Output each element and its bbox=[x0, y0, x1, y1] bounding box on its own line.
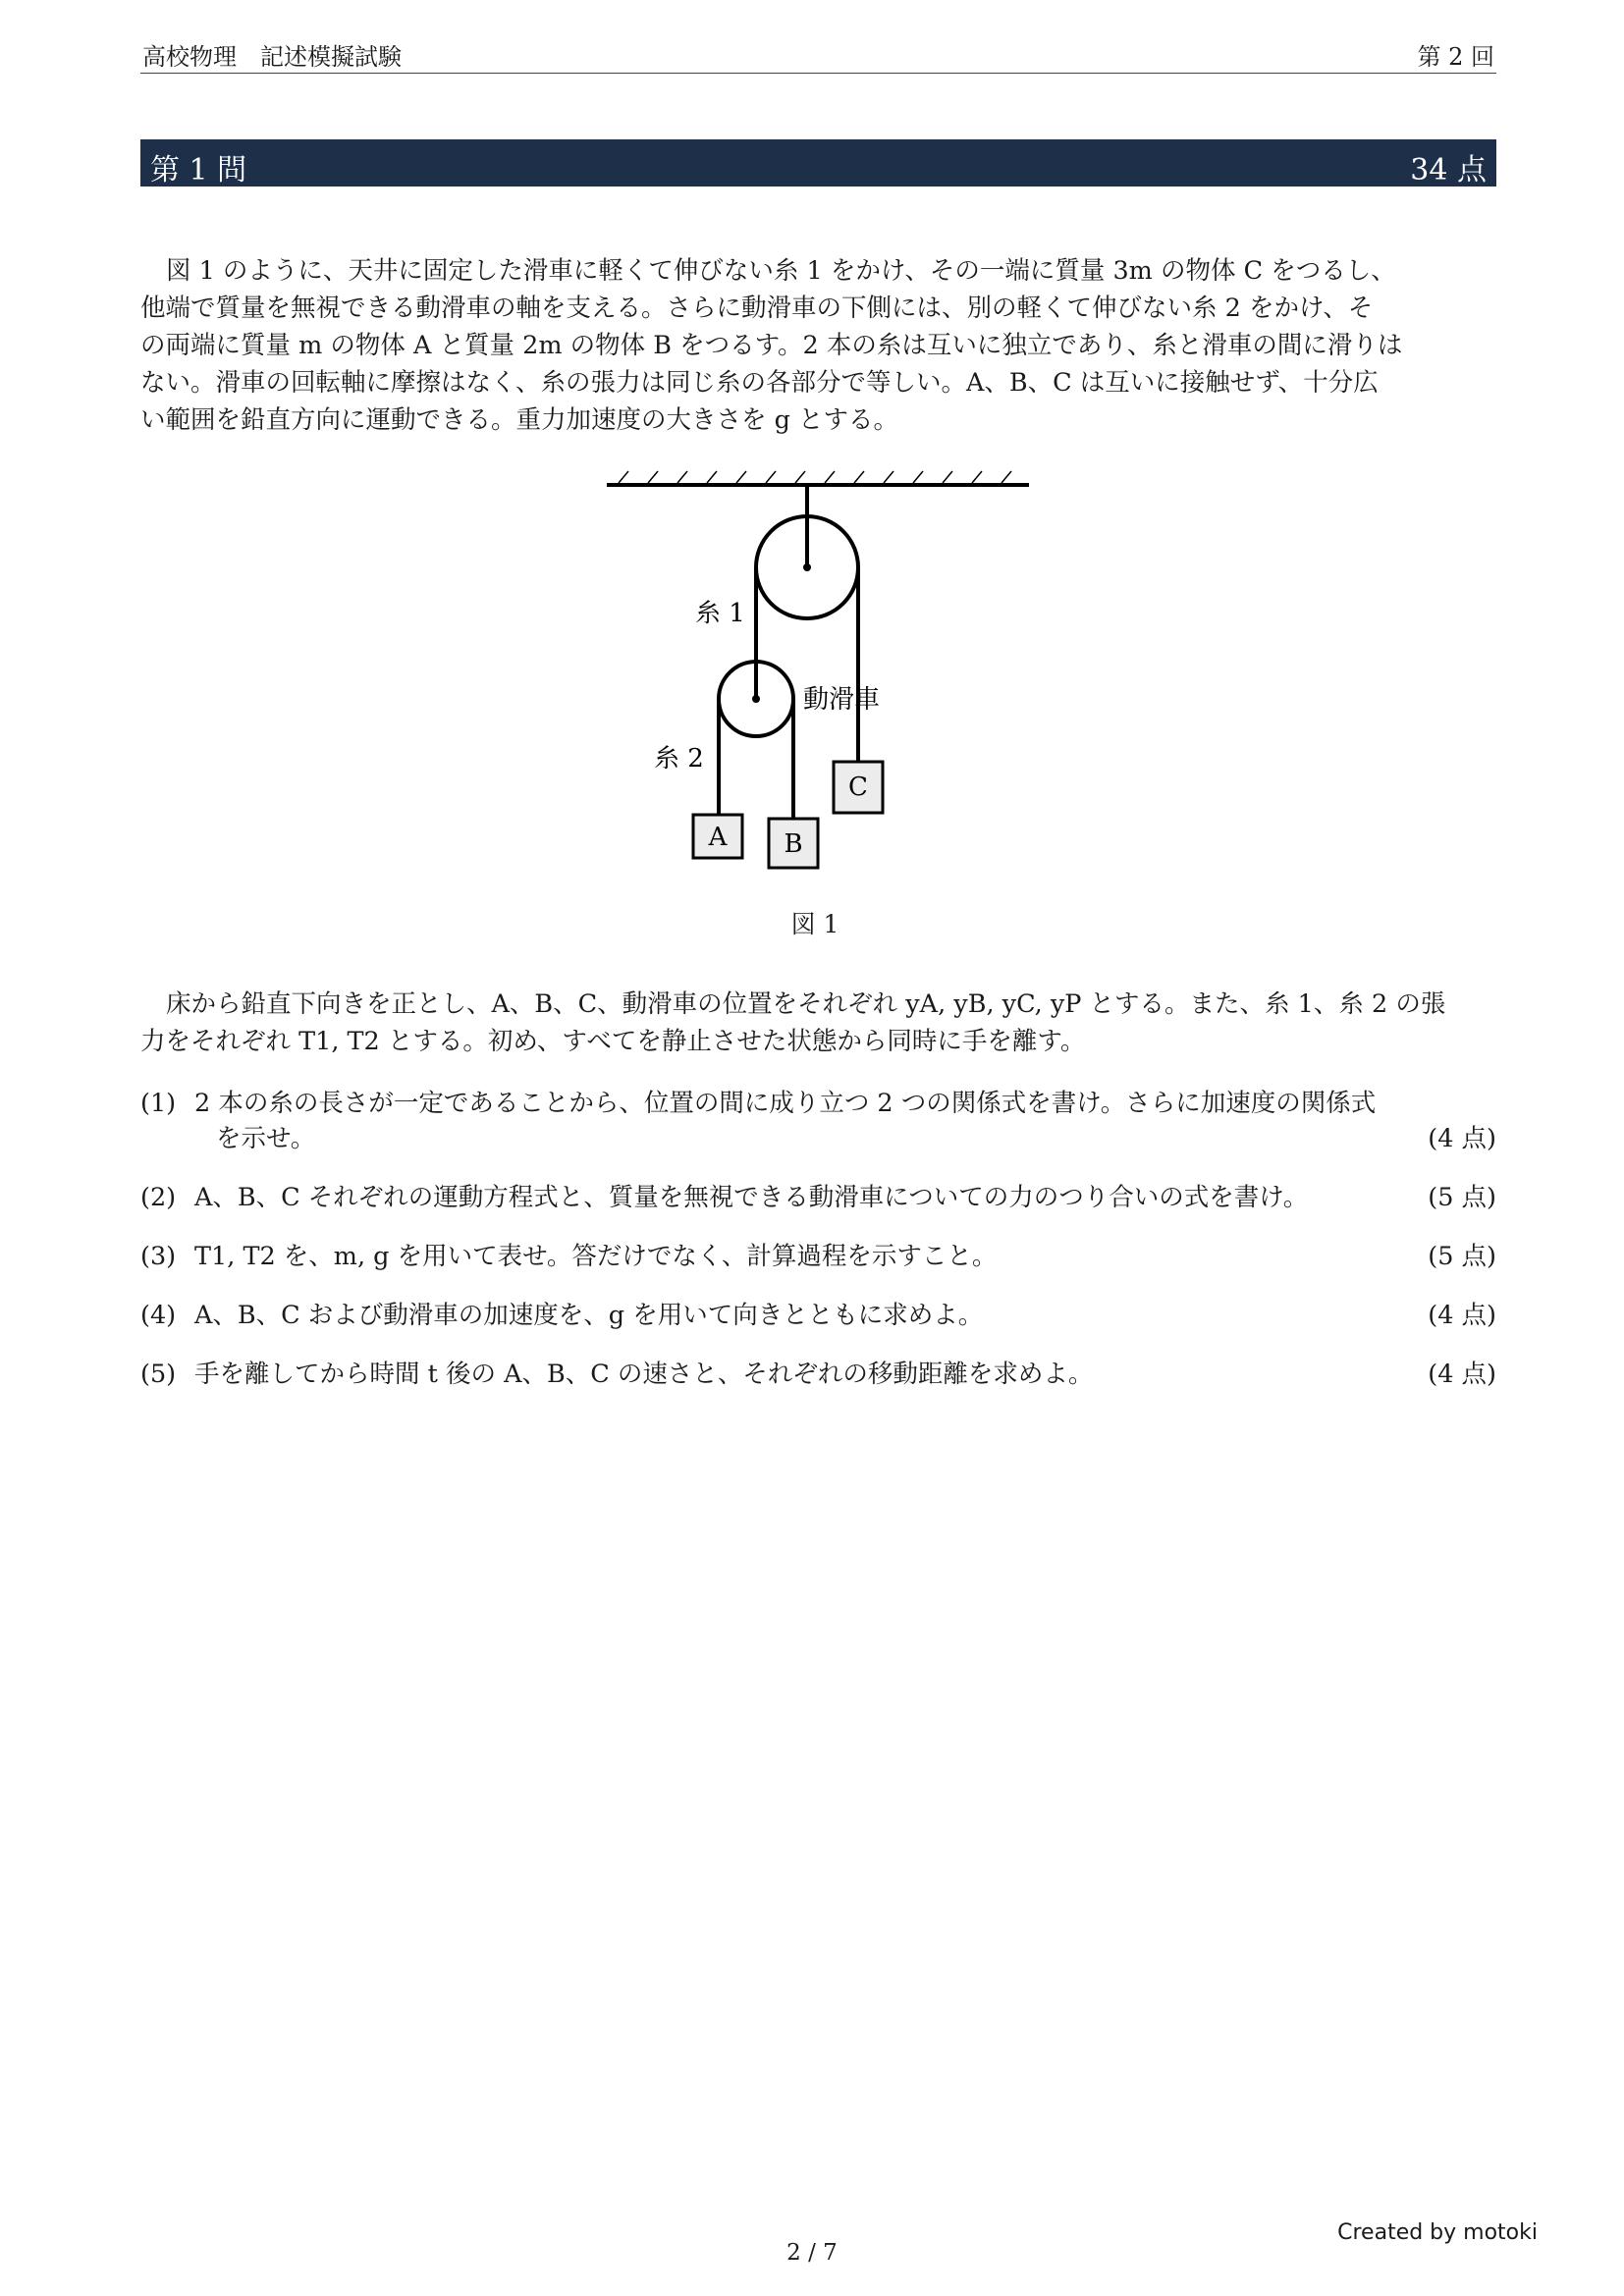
item-text: T1, T2 を、m, g を用いて表せ。答だけでなく、計算過程を示すこと。 bbox=[194, 1242, 998, 1271]
question-title-bar bbox=[140, 139, 1496, 187]
sub-questions bbox=[140, 1086, 1496, 1415]
item-text: A、B、C および動滑車の加速度を、g を用いて向きとともに求めよ。 bbox=[194, 1301, 984, 1330]
label-block-a: A bbox=[708, 823, 728, 852]
pulley-diagram bbox=[589, 461, 1051, 893]
intro-line: い範囲を鉛直方向に運動できる。重力加速度の大きさを g とする。 bbox=[140, 405, 899, 435]
setup-paragraph bbox=[140, 986, 1496, 1060]
item-points: (4 点) bbox=[1428, 1360, 1496, 1389]
item-text: A、B、C それぞれの運動方程式と、質量を無視できる動滑車についての力のつり合いの式を書け。 bbox=[194, 1183, 1309, 1212]
item-number: (1) bbox=[140, 1089, 177, 1118]
label-string2: 糸 2 bbox=[654, 744, 704, 774]
setup-line: 力をそれぞれ T1, T2 とする。初め、すべてを静止させた状態から同時に手を離す。 bbox=[140, 1027, 1086, 1056]
label-movable-pulley: 動滑車 bbox=[803, 685, 881, 715]
label-block-b: B bbox=[784, 829, 803, 859]
item-points: (4 点) bbox=[1428, 1124, 1496, 1153]
sub-question-5 bbox=[140, 1357, 1496, 1392]
sub-question-1 bbox=[140, 1086, 1496, 1156]
item-points: (4 点) bbox=[1428, 1301, 1496, 1330]
intro-paragraph bbox=[140, 252, 1496, 439]
sub-question-4 bbox=[140, 1298, 1496, 1333]
credit-text: Created by motoki bbox=[1337, 2220, 1538, 2245]
sub-question-2 bbox=[140, 1180, 1496, 1215]
intro-line: ない。滑車の回転軸に摩擦はなく、糸の張力は同じ糸の各部分で等しい。A、B、C は互いに接触せず、十分広 bbox=[140, 368, 1379, 398]
page-number: 2 / 7 bbox=[786, 2240, 838, 2266]
item-points: (5 点) bbox=[1428, 1242, 1496, 1271]
label-block-c: C bbox=[848, 773, 868, 802]
item-number: (2) bbox=[140, 1183, 177, 1212]
item-number: (3) bbox=[140, 1242, 177, 1271]
item-number: (4) bbox=[140, 1301, 177, 1330]
figure-caption: 図 1 bbox=[790, 910, 839, 938]
sub-question-3 bbox=[140, 1239, 1496, 1274]
item-text: 手を離してから時間 t 後の A、B、C の速さと、それぞれの移動距離を求めよ。 bbox=[194, 1360, 1094, 1389]
item-text: 2 本の糸の長さが一定であることから、位置の間に成り立つ 2 つの関係式を書け。さらに加速度の関係式 bbox=[194, 1089, 1377, 1118]
ceiling bbox=[607, 471, 1029, 485]
item-number: (5) bbox=[140, 1360, 177, 1389]
setup-line: 床から鉛直下向きを正とし、A、B、C、動滑車の位置をそれぞれ yA, yB, yC, yP とする。また、糸 1、糸 2 の張 bbox=[166, 989, 1446, 1019]
item-points: (5 点) bbox=[1428, 1183, 1496, 1212]
page-header bbox=[140, 37, 1496, 74]
question-number: 第 1 問 bbox=[150, 153, 247, 187]
intro-line: 図 1 のように、天井に固定した滑車に軽くて伸びない糸 1 をかけ、その一端に質量 3m の物体 C をつるし、 bbox=[166, 256, 1396, 286]
header-round: 第 2 回 bbox=[1417, 43, 1494, 71]
header-course-title: 高校物理 記述模擬試験 bbox=[142, 43, 402, 71]
question-points: 34 点 bbox=[1410, 153, 1487, 187]
item-text-continued: を示せ。 bbox=[216, 1124, 316, 1153]
intro-line: の両端に質量 m の物体 A と質量 2m の物体 B をつるす。2 本の糸は互いに独立であり、糸と滑車の間に滑りは bbox=[140, 331, 1403, 360]
label-string1: 糸 1 bbox=[695, 599, 745, 628]
intro-line: 他端で質量を無視できる動滑車の軸を支える。さらに動滑車の下側には、別の軽くて伸びない糸 2 をかけ、そ bbox=[140, 294, 1374, 323]
